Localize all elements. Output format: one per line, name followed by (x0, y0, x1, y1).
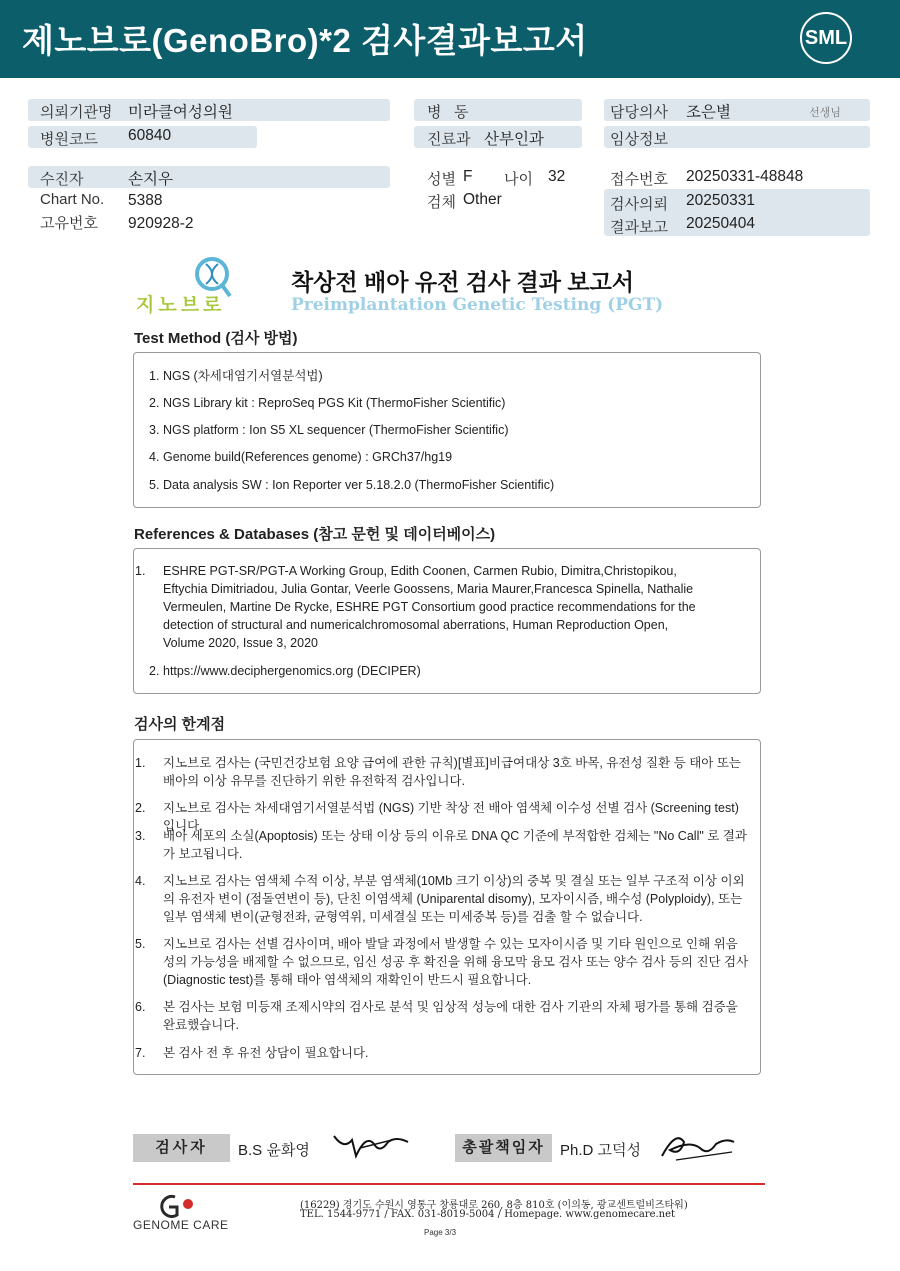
sex-value: F (463, 168, 473, 185)
unique-label: 고유번호 (40, 215, 98, 232)
test-method-item: 5. Data analysis SW : Ion Reporter ver 5.18.2.0 (ThermoFisher Scientific) (149, 478, 555, 492)
examinee-value: 손지우 (128, 171, 173, 188)
limitation-item: 5. 지노브로 검사는 선별 검사이며, 배아 발달 과정에서 발생할 수 있는 모자이시즘 및 기타 원인으로 인해 위음성의 가능성을 배제할 수 없으므로, 임신 성공 후 확진을 위해 융모막 융모 검사 또는 양수 검사 등의 진단 검사 (Diagnostic test)를 통해 태아 염색체의 재확인이 반드시 필요합니다. (135, 937, 749, 987)
references-title: References & Databases (참고 문헌 및 데이터베이스) (134, 526, 496, 543)
report-title-korean: 착상전 배아 유전 검사 결과 보고서 (291, 269, 635, 295)
test-method-item: 3. NGS platform : Ion S5 XL sequencer (ThermoFisher Scientific) (149, 423, 509, 437)
doctor-label: 담당의사 (610, 104, 668, 121)
ward-label: 병 동 (427, 104, 469, 121)
institution-value: 미라클여성의원 (128, 104, 233, 121)
dept-label: 진료과 (427, 131, 471, 148)
genome-care-logo-icon (155, 1193, 197, 1219)
report-title-english: Preimplantation Genetic Testing (PGT) (291, 295, 664, 315)
footer-address: (16229) 경기도 수원시 영통구 창룡대로 260, 8층 810호 (이의동, 광교센트럴비즈타워) (300, 1200, 688, 1211)
page-number: Page 3/3 (424, 1228, 457, 1237)
report-value: 20250404 (686, 215, 755, 232)
unique-value: 920928-2 (128, 215, 194, 232)
receipt-label: 접수번호 (610, 171, 668, 188)
limitation-item: 2. 지노브로 검사는 차세대염기서열분석법 (NGS) 기반 착상 전 배아 염색체 이수성 선별 검사 (Screening test)입니다. (135, 801, 739, 833)
test-method-item: 1. NGS (차세대염기서열분석법) (149, 369, 323, 383)
specimen-value: Other (463, 191, 502, 208)
genobro-logo (136, 256, 246, 314)
limitation-item: 1. 지노브로 검사는 (국민건강보험 요양 급여에 관한 규칙)[별표]비급여대상 3호 바목, 유전성 질환 등 태아 또는 배아의 이상 유무를 진단하기 위한 유전학적 검사입니다. (135, 756, 741, 788)
genome-care-name: GENOME CARE (133, 1218, 229, 1232)
genobro-logo-text: 지노브로 (136, 295, 226, 316)
examiner-label: 검사자 (133, 1134, 230, 1162)
examinee-label: 수진자 (40, 171, 84, 188)
footer-divider (133, 1183, 765, 1185)
limitation-item: 7. 본 검사 전 후 유전 상담이 필요합니다. (135, 1046, 369, 1060)
chart-value: 5388 (128, 192, 163, 209)
chart-label: Chart No. (40, 191, 105, 208)
test-method-title: Test Method (검사 방법) (134, 330, 298, 347)
examiner-signature-icon (330, 1128, 412, 1162)
test-method-item: 4. Genome build(References genome) : GRCh37/hg19 (149, 450, 453, 464)
examiner-name: B.S 윤화영 (238, 1142, 310, 1159)
director-signature-icon (656, 1126, 738, 1164)
dept-value: 산부인과 (484, 131, 544, 148)
director-name: Ph.D 고덕성 (560, 1142, 641, 1159)
doctor-value: 조은별 (686, 104, 731, 121)
doctor-suffix: 선생님 (809, 107, 841, 119)
hospital-code-label: 병원코드 (40, 131, 98, 148)
institution-label: 의뢰기관명 (40, 104, 113, 121)
age-value: 32 (548, 168, 566, 185)
limitation-item: 6. 본 검사는 보험 미등재 조제시약의 검사로 분석 및 임상적 성능에 대한 검사 기관의 자체 평가를 통해 검증을 완료했습니다. (135, 1000, 738, 1032)
references-box (133, 548, 761, 694)
report-header-title: 제노브로(GenoBro)*2 검사결과보고서 (22, 22, 588, 59)
sml-logo: SML (800, 12, 852, 64)
test-method-box (133, 352, 761, 508)
age-label: 나이 (504, 171, 533, 188)
request-label: 검사의뢰 (610, 196, 668, 213)
report-header (0, 0, 900, 78)
limitations-box (133, 739, 761, 1075)
receipt-value: 20250331-48848 (686, 168, 804, 185)
clinical-label: 임상정보 (610, 131, 668, 148)
sex-label: 성별 (427, 171, 456, 188)
footer-contact: TEL. 1544-9771 / FAX. 031-8019-5004 / Homepage. www.genomecare.net (300, 1209, 676, 1220)
limitation-item: 3. 배아 세포의 소실(Apoptosis) 또는 상태 이상 등의 이유로 DNA QC 기준에 부적합한 검체는 "No Call" 로 결과가 보고됩니다. (135, 829, 747, 861)
director-label: 총괄책임자 (455, 1134, 552, 1162)
request-value: 20250331 (686, 192, 755, 209)
report-label: 결과보고 (610, 219, 668, 236)
reference-item: 2. https://www.deciphergenomics.org (DECIPER) (149, 664, 421, 678)
reference-item: 1. ESHRE PGT-SR/PGT-A Working Group, Edith Coonen, Carmen Rubio, Dimitra,Christopikou, Eftychia Dimitriadou, Julia Gontar, Veerle Goossens, Maria Maurer,Francesca Spinella, Nathalie Vermeulen, Martine De Rycke, ESHRE PGT Consortium good practice recommendations for the detection of structural and numericalchromosomal aberrations, Human Reproduction Open, Volume 2020, Issue 3, 2020 (135, 564, 696, 650)
limitation-item: 4. 지노브로 검사는 염색체 수적 이상, 부분 염색체(10Mb 크기 이상)의 중복 및 결실 또는 일부 구조적 이상 이외의 유전자 변이 (점돌연변이 등), 단친 이염색체 (Uniparental disomy), 모자이시즘, 배수성 (Polyploidy), 또는 일부 염색체 변이(균형전좌, 균형역위, 미세결실 또는 미세중복 등)를 검출 할 수 없습니다. (135, 874, 745, 924)
hospital-code-value: 60840 (128, 127, 172, 144)
limitations-title: 검사의 한계점 (134, 716, 226, 733)
specimen-label: 검체 (427, 194, 456, 211)
test-method-item: 2. NGS Library kit : ReproSeq PGS Kit (ThermoFisher Scientific) (149, 396, 506, 410)
